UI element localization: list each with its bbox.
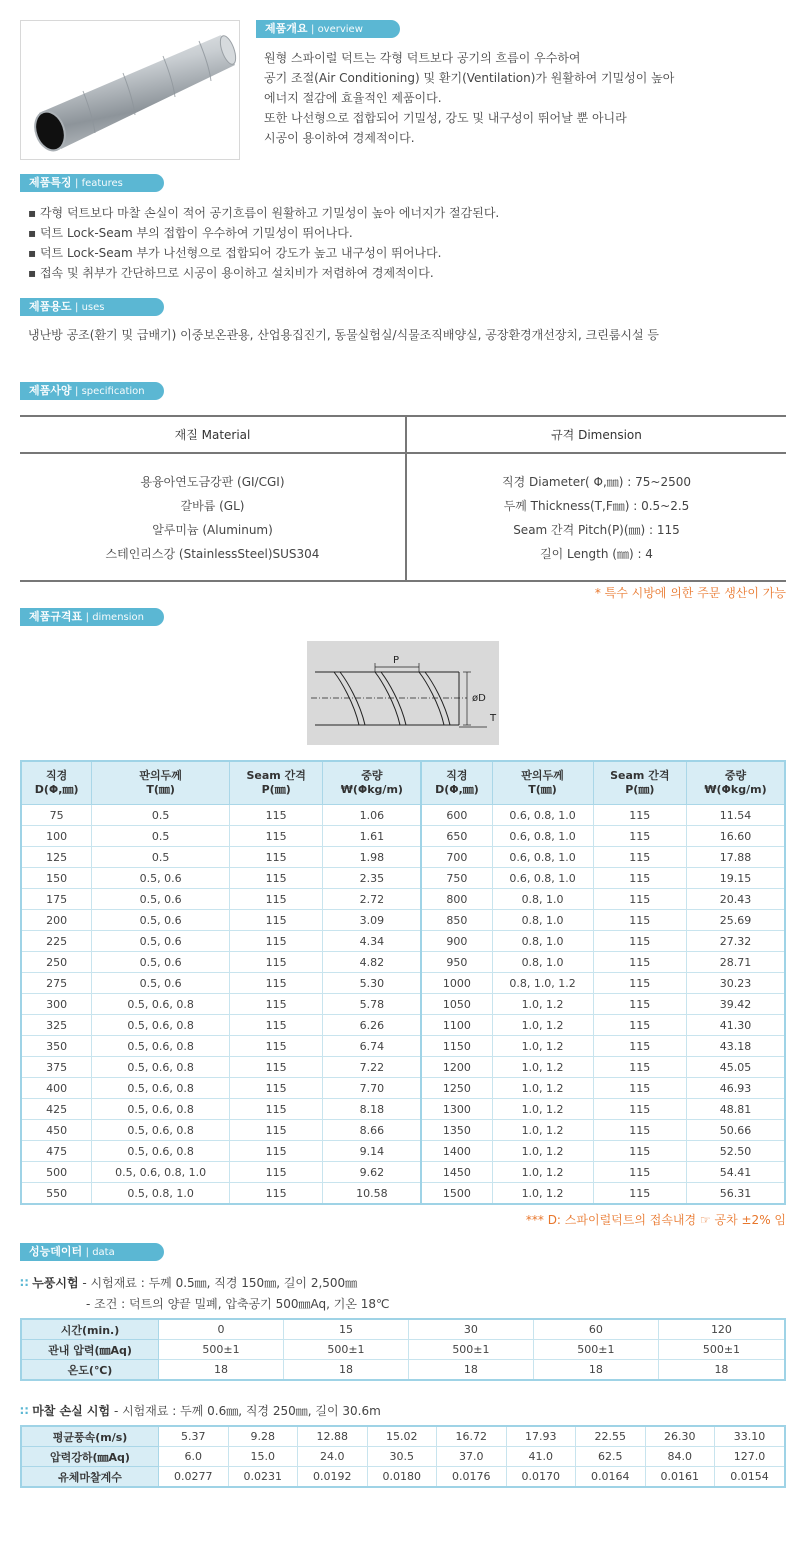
dimension-cell: 6.74 [323,1036,421,1057]
dimension-cell: 115 [593,973,686,994]
perf-row-header: 유체마찰계수 [21,1467,159,1488]
dimension-row [21,1120,785,1141]
dimension-cell: 0.5 [92,805,230,826]
dimension-cell: 1250 [421,1078,492,1099]
perf-cell: 18 [408,1360,533,1381]
dimension-row [21,1099,785,1120]
dimension-cell: 115 [593,889,686,910]
dimension-cell: 200 [21,910,92,931]
dimension-cell: 25.69 [687,910,786,931]
specification-table [20,415,786,582]
dimension-cell: 0.6, 0.8, 1.0 [492,868,593,889]
dimension-cell: 1.61 [323,826,421,847]
dimension-header: Seam 간격 P(㎜) [229,761,322,805]
dimension-cell: 1350 [421,1120,492,1141]
dimension-cell: 275 [21,973,92,994]
uses-text: 냉난방 공조(환기 및 급배기) 이중보온관용, 산업용집진기, 동물실험실/식물조직배양실, 공장환경개선장치, 크린룸시설 등 [28,328,660,342]
perf-cell: 18 [283,1360,408,1381]
dimension-cell: 115 [593,1078,686,1099]
perf-row [21,1447,785,1467]
perf-cell: 0.0161 [645,1467,715,1488]
perf-cell: 30.5 [367,1447,437,1467]
dimension-cell: 0.5, 0.6, 0.8 [92,1078,230,1099]
dimension-cell: 0.5, 0.6 [92,910,230,931]
dimension-row [21,952,785,973]
dimension-cell: 0.5, 0.6 [92,868,230,889]
dimension-cell: 1.0, 1.2 [492,1141,593,1162]
dimension-cell: 425 [21,1099,92,1120]
perf-cell: 0.0231 [228,1467,298,1488]
dimension-cell: 115 [593,1036,686,1057]
perf-row-header: 압력강하(㎜Aq) [21,1447,159,1467]
dimension-cell: 0.5, 0.6, 0.8 [92,994,230,1015]
dimension-cell: 7.70 [323,1078,421,1099]
dimension-cell: 1300 [421,1099,492,1120]
dimension-header: 중량 ₩(Φkg/m) [323,761,421,805]
dimension-cell: 54.41 [687,1162,786,1183]
perf-cell: 9.28 [228,1426,298,1447]
dimension-cell: 0.6, 0.8, 1.0 [492,826,593,847]
dimension-row [21,1162,785,1183]
perf-cell: 500±1 [533,1340,658,1360]
dimension-cell: 1150 [421,1036,492,1057]
dimension-cell: 115 [229,1015,322,1036]
leak-test-title: 누풍시험 [32,1276,79,1290]
dimension-cell: 39.42 [687,994,786,1015]
perf-row-header: 평균풍속(m/s) [21,1426,159,1447]
material-item: 알루미늄 (Aluminum) [152,523,273,537]
dimension-cell: 115 [229,826,322,847]
dimension-cell: 115 [593,1183,686,1205]
dimension-cell: 500 [21,1162,92,1183]
dimension-cell: 0.5, 0.6, 0.8 [92,1099,230,1120]
dimension-cell: 115 [229,868,322,889]
overview-text [264,48,674,148]
perf-cell: 500±1 [658,1340,785,1360]
perf-cell: 500±1 [408,1340,533,1360]
dimension-row [21,1141,785,1162]
dimension-cell: 20.43 [687,889,786,910]
dimension-cell: 48.81 [687,1099,786,1120]
dimension-row [21,1057,785,1078]
dimension-cell: 950 [421,952,492,973]
dimension-header: 중량 ₩(Φkg/m) [687,761,786,805]
perf-cell: 62.5 [576,1447,646,1467]
perf-cell: 16.72 [437,1426,507,1447]
dimension-cell: 450 [21,1120,92,1141]
dimension-cell: 115 [229,1183,322,1205]
dimension-row [21,973,785,994]
perf-cell: 0.0170 [506,1467,576,1488]
material-item: 스테인리스강 (StainlessSteel)SUS304 [105,547,320,561]
dimension-cell: 1.0, 1.2 [492,1078,593,1099]
dimension-cell: 1.0, 1.2 [492,1183,593,1205]
dimension-cell: 115 [229,1120,322,1141]
dimension-cell: 0.5, 0.6 [92,973,230,994]
dimension-cell: 250 [21,952,92,973]
dimension-row [21,847,785,868]
dimension-row [21,889,785,910]
dimension-cell: 0.5, 0.6, 0.8 [92,1015,230,1036]
dimension-cell: 5.78 [323,994,421,1015]
dimension-row [21,931,785,952]
dimension-header: 판의두께 T(㎜) [92,761,230,805]
dimension-cell: 225 [21,931,92,952]
overview-line: 시공이 용이하여 경제적이다. [264,131,415,145]
dimension-item: Seam 간격 Pitch(P)(㎜) : 115 [513,523,680,537]
dimension-item: 두께 Thickness(T,F㎜) : 0.5~2.5 [503,499,690,513]
dimension-cell: 9.14 [323,1141,421,1162]
dimension-cell: 0.5, 0.6 [92,889,230,910]
perf-cell: 500±1 [283,1340,408,1360]
dimension-row [21,1183,785,1205]
dimension-cell: 1100 [421,1015,492,1036]
dimension-cell: 1.0, 1.2 [492,1057,593,1078]
spec-header-material: 재질 Material [20,416,406,453]
dimension-cell: 1.0, 1.2 [492,1015,593,1036]
dimension-cell: 0.5, 0.6, 0.8, 1.0 [92,1162,230,1183]
dimension-cell: 115 [593,931,686,952]
dimension-cell: 2.72 [323,889,421,910]
perf-cell: 12.88 [298,1426,368,1447]
dimension-cell: 115 [593,847,686,868]
dimension-cell: 0.5, 0.6 [92,931,230,952]
dimension-cell: 115 [593,1015,686,1036]
dimension-cell: 2.35 [323,868,421,889]
dimension-cell: 0.8, 1.0 [492,889,593,910]
perf-row-header: 관내 압력(㎜Aq) [21,1340,159,1360]
dimension-cell: 175 [21,889,92,910]
dimension-cell: 8.18 [323,1099,421,1120]
dimension-cell: 650 [421,826,492,847]
dimension-cell: 700 [421,847,492,868]
perf-cell: 33.10 [715,1426,786,1447]
dimension-cell: 115 [593,826,686,847]
dimension-row [21,805,785,826]
perf-cell: 15.02 [367,1426,437,1447]
dimension-cell: 0.5, 0.8, 1.0 [92,1183,230,1205]
perf-cell: 18 [533,1360,658,1381]
dimension-item: 길이 Length (㎜) : 4 [540,547,653,561]
dimension-cell: 0.5, 0.6 [92,952,230,973]
dimension-cell: 30.23 [687,973,786,994]
dimension-cell: 41.30 [687,1015,786,1036]
dimension-cell: 600 [421,805,492,826]
dimension-row [21,868,785,889]
dimension-cell: 11.54 [687,805,786,826]
dimension-cell: 115 [229,931,322,952]
dimension-cell: 52.50 [687,1141,786,1162]
dimension-cell: 475 [21,1141,92,1162]
features-list [28,203,499,283]
dimension-cell: 0.5, 0.6, 0.8 [92,1141,230,1162]
dimension-cell: 115 [593,952,686,973]
dimension-cell: 115 [229,847,322,868]
dimension-cell: 115 [593,994,686,1015]
perf-cell: 6.0 [159,1447,229,1467]
section-title-overview: 제품개요 | overview [256,20,400,38]
perf-cell: 15.0 [228,1447,298,1467]
dimension-cell: 50.66 [687,1120,786,1141]
perf-cell: 26.30 [645,1426,715,1447]
dimension-cell: 125 [21,847,92,868]
dimension-cell: 27.32 [687,931,786,952]
dimension-cell: 115 [229,1141,322,1162]
dimension-cell: 3.09 [323,910,421,931]
dimension-cell: 28.71 [687,952,786,973]
perf-row [21,1360,785,1381]
spiral-duct-image [21,21,239,159]
dimension-cell: 1000 [421,973,492,994]
dimension-cell: 900 [421,931,492,952]
dimension-cell: 115 [229,1162,322,1183]
perf-row [21,1467,785,1488]
perf-cell: 500±1 [159,1340,284,1360]
dimension-cell: 0.5 [92,826,230,847]
dimension-row [21,1015,785,1036]
spec-header-dimension: 규격 Dimension [406,416,786,453]
perf-row-header: 시간(min.) [21,1319,159,1340]
perf-cell: 0.0164 [576,1467,646,1488]
dimension-cell: 1.0, 1.2 [492,1036,593,1057]
perf-cell: 18 [159,1360,284,1381]
dimension-cell: 1.0, 1.2 [492,1120,593,1141]
feature-item: ▪ 접속 및 취부가 간단하므로 시공이 용이하고 설치비가 저렴하여 경제적이다. [28,266,434,280]
dimension-cell: 115 [229,952,322,973]
dimension-cell: 0.6, 0.8, 1.0 [492,847,593,868]
spec-note: * 특수 시방에 의한 주문 생산이 가능 [594,586,786,600]
perf-row [21,1426,785,1447]
feature-item: ▪ 각형 덕트보다 마찰 손실이 적어 공기흐름이 원활하고 기밀성이 높아 에너지가 절감된다. [28,206,500,220]
overview-line: 에너지 절감에 효율적인 제품이다. [264,91,442,105]
dimension-cell: 0.5, 0.6, 0.8 [92,1120,230,1141]
dimension-cell: 115 [229,805,322,826]
perf-cell: 37.0 [437,1447,507,1467]
diagram-label-p: P [393,655,400,666]
dimension-cell: 115 [593,1120,686,1141]
dimension-cell: 750 [421,868,492,889]
section-title-features: 제품특징 | features [20,174,164,192]
spec-dimensions [406,453,786,581]
dimension-cell: 850 [421,910,492,931]
dimension-cell: 7.22 [323,1057,421,1078]
dimension-cell: 0.6, 0.8, 1.0 [492,805,593,826]
dimension-cell: 1050 [421,994,492,1015]
dimension-cell: 0.5, 0.6, 0.8 [92,1057,230,1078]
dimension-table [20,760,786,1205]
dimension-cell: 400 [21,1078,92,1099]
perf-cell: 15 [283,1319,408,1340]
overview-line: 공기 조절(Air Conditioning) 및 환기(Ventilation)가 원활하여 기밀성이 높아 [264,71,675,85]
dimension-cell: 550 [21,1183,92,1205]
dimension-cell: 19.15 [687,868,786,889]
dimension-cell: 115 [229,1078,322,1099]
dimension-row [21,826,785,847]
dimension-cell: 1.0, 1.2 [492,994,593,1015]
dimension-cell: 1.06 [323,805,421,826]
dimension-cell: 0.5 [92,847,230,868]
dimension-cell: 45.05 [687,1057,786,1078]
dimension-cell: 1500 [421,1183,492,1205]
dimension-cell: 350 [21,1036,92,1057]
dimension-cell: 0.8, 1.0 [492,910,593,931]
dimension-cell: 0.8, 1.0, 1.2 [492,973,593,994]
perf-cell: 30 [408,1319,533,1340]
dimension-cell: 75 [21,805,92,826]
dimension-cell: 1.98 [323,847,421,868]
dimension-cell: 4.82 [323,952,421,973]
dimension-header: 판의두께 T(㎜) [492,761,593,805]
dimension-cell: 17.88 [687,847,786,868]
perf-cell: 0.0192 [298,1467,368,1488]
perf-cell: 5.37 [159,1426,229,1447]
leak-test-line2: - 조건 : 덕트의 양끝 밀폐, 압축공기 500㎜Aq, 기온 18℃ [86,1297,390,1311]
diagram-drawing [307,641,499,745]
feature-item: ▪ 덕트 Lock-Seam 부의 접합이 우수하여 기밀성이 뛰어나다. [28,226,353,240]
dimension-cell: 115 [229,973,322,994]
dimension-cell: 1400 [421,1141,492,1162]
dimension-cell: 10.58 [323,1183,421,1205]
friction-test-line: ∷ 마찰 손실 시험 - 시험재료 : 두께 0.6㎜, 직경 250㎜, 길이 30.6m [20,1404,381,1418]
overview-line: 또한 나선형으로 접합되어 기밀성, 강도 및 내구성이 뛰어날 뿐 아니라 [264,111,627,125]
dimension-cell: 800 [421,889,492,910]
dimension-cell: 1.0, 1.2 [492,1099,593,1120]
feature-item: ▪ 덕트 Lock-Seam 부가 나선형으로 접합되어 강도가 높고 내구성이 뛰어나다. [28,246,442,260]
perf-cell: 17.93 [506,1426,576,1447]
perf-cell: 84.0 [645,1447,715,1467]
dimension-cell: 56.31 [687,1183,786,1205]
dimension-cell: 115 [229,994,322,1015]
perf-cell: 22.55 [576,1426,646,1447]
dimension-item: 직경 Diameter( Φ,㎜) : 75~2500 [502,475,691,489]
leak-test-line1: ∷ 누풍시험 - 시험재료 : 두께 0.5㎜, 직경 150㎜, 길이 2,500㎜ [20,1276,358,1290]
diagram-label-d: øD [472,693,486,704]
dimension-cell: 115 [229,910,322,931]
dimension-cell: 0.8, 1.0 [492,952,593,973]
dimension-row [21,994,785,1015]
dimension-row [21,1036,785,1057]
section-title-dimension: 제품규격표 | dimension [20,608,164,626]
dimension-cell: 115 [229,1057,322,1078]
friction-test-table [20,1425,786,1488]
diagram-label-t: T [490,713,497,724]
dimension-cell: 0.5, 0.6, 0.8 [92,1036,230,1057]
dimension-cell: 115 [593,910,686,931]
dimension-cell: 115 [229,1099,322,1120]
perf-row-header: 온도(℃) [21,1360,159,1381]
dimension-cell: 375 [21,1057,92,1078]
dimension-cell: 115 [593,1162,686,1183]
dimension-row [21,910,785,931]
perf-cell: 18 [658,1360,785,1381]
dimension-cell: 0.8, 1.0 [492,931,593,952]
section-title-specification: 제품사양 | specification [20,382,164,400]
section-title-performance: 성능데이터 | data [20,1243,164,1261]
dimension-header: Seam 간격 P(㎜) [593,761,686,805]
dimension-cell: 1200 [421,1057,492,1078]
dimension-cell: 5.30 [323,973,421,994]
perf-cell: 0.0277 [159,1467,229,1488]
dimension-cell: 115 [229,889,322,910]
perf-cell: 0.0154 [715,1467,786,1488]
dimension-header: 직경 D(Φ,㎜) [21,761,92,805]
dimension-cell: 115 [229,1036,322,1057]
perf-cell: 127.0 [715,1447,786,1467]
dimension-cell: 300 [21,994,92,1015]
dimension-cell: 115 [593,1057,686,1078]
perf-cell: 0 [159,1319,284,1340]
dimension-cell: 43.18 [687,1036,786,1057]
dimension-cell: 9.62 [323,1162,421,1183]
dimension-row [21,1078,785,1099]
perf-row [21,1340,785,1360]
dimension-cell: 115 [593,1099,686,1120]
dimension-cell: 150 [21,868,92,889]
material-item: 갈바륨 (GL) [180,499,245,513]
perf-cell: 120 [658,1319,785,1340]
dimension-cell: 4.34 [323,931,421,952]
perf-cell: 60 [533,1319,658,1340]
perf-cell: 0.0180 [367,1467,437,1488]
duct-photo [20,20,240,160]
section-title-uses: 제품용도 | uses [20,298,164,316]
dimension-note: *** D: 스파이럴덕트의 접속내경 ☞ 공차 ±2% 임 [525,1213,786,1227]
dimension-cell: 1450 [421,1162,492,1183]
overview-line: 원형 스파이럴 덕트는 각형 덕트보다 공기의 흐름이 우수하여 [264,51,581,65]
dimension-cell: 115 [593,1141,686,1162]
perf-row [21,1319,785,1340]
perf-cell: 0.0176 [437,1467,507,1488]
dimension-cell: 115 [593,805,686,826]
dimension-header: 직경 D(Φ,㎜) [421,761,492,805]
perf-cell: 41.0 [506,1447,576,1467]
spec-materials [20,453,406,581]
friction-test-title: 마찰 손실 시험 [32,1404,111,1418]
dimension-cell: 100 [21,826,92,847]
dimension-cell: 6.26 [323,1015,421,1036]
dimension-cell: 46.93 [687,1078,786,1099]
dimension-cell: 115 [593,868,686,889]
duct-dimension-diagram [307,641,499,745]
dimension-cell: 1.0, 1.2 [492,1162,593,1183]
dimension-cell: 8.66 [323,1120,421,1141]
dimension-cell: 16.60 [687,826,786,847]
dimension-cell: 325 [21,1015,92,1036]
material-item: 용융아연도금강판 (GI/CGI) [140,475,285,489]
leak-test-table [20,1318,786,1381]
perf-cell: 24.0 [298,1447,368,1467]
